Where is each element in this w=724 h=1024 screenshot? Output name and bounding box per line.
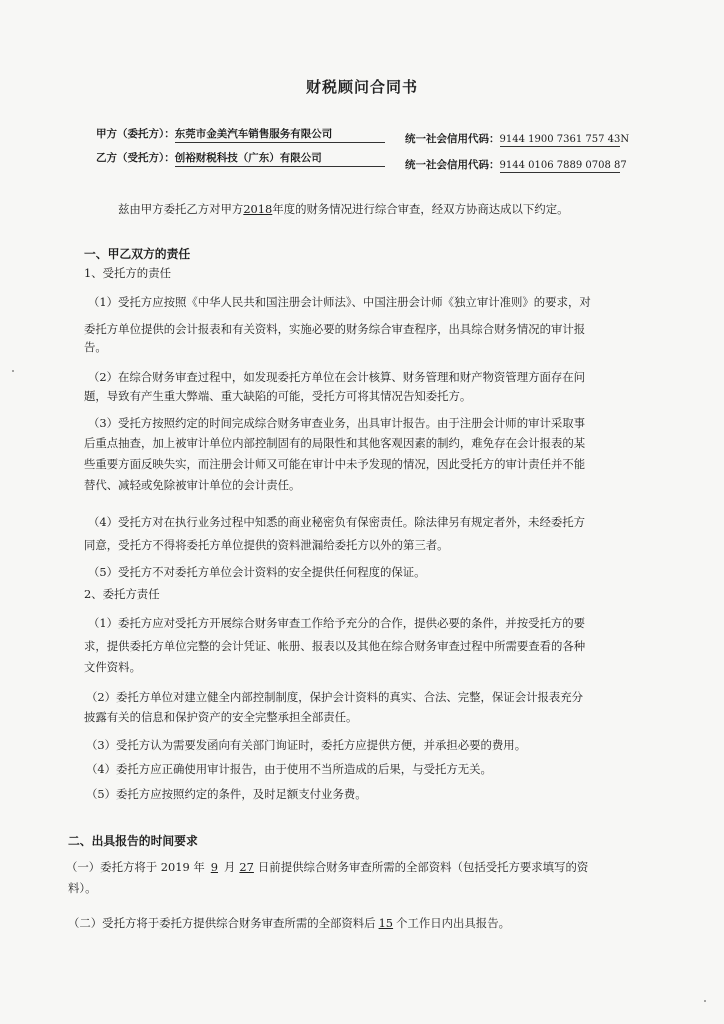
intro-text-post: 年度的财务情况进行综合审查，经双方协商达成以下约定。 xyxy=(272,202,569,216)
s1-p3-line1: （3）受托方按照约定的时间完成综合财务审查业务，出具审计报告。由于注册会计师的审计采取事 xyxy=(88,416,586,430)
section-1-heading: 一、甲乙双方的责任 xyxy=(84,247,191,261)
party-b-label: 乙方（受托方）： xyxy=(96,152,175,164)
s1-p4-line2: 同意，受托方不得将委托方单位提供的资料泄漏给委托方以外的第三者。 xyxy=(84,538,449,552)
s3-p2-pre: （二）受托方将于委托方提供综合财务审查所需的全部资料后 xyxy=(68,916,376,930)
section-2-heading: 二、出具报告的时间要求 xyxy=(68,834,198,848)
s2-p2-line1: （2）委托方单位对建立健全内部控制制度，保护会计资料的真实、合法、完整，保证会计报表充分 xyxy=(86,690,584,704)
s2-p3: （3）受托方认为需要发函向有关部门询证时，委托方应提供方便，并承担必要的费用。 xyxy=(86,738,527,752)
section-1-sub1: 1、受托方的责任 xyxy=(84,266,171,280)
section-1-sub2: 2、委托方责任 xyxy=(84,587,160,601)
s2-p1-line2: 求，提供委托方单位完整的会计凭证、帐册、报表以及其他在综合财务审查过程中所需要查看的各种 xyxy=(84,639,586,653)
party-a-code-row xyxy=(405,131,630,147)
s3-p1-month: 9 xyxy=(210,860,218,874)
s1-p1-line2: 委托方单位提供的会计报表和有关资料，实施必要的财务综合审查程序，出具综合财务情况的审计报 xyxy=(84,322,586,336)
s2-p1-line3: 文件资料。 xyxy=(84,660,141,674)
party-a-row xyxy=(96,126,385,143)
s1-p3-line2: 后重点抽查，加上被审计单位内部控制固有的局限性和其他客观因素的制约，难免存在会计报表的某 xyxy=(84,436,586,450)
intro-year: 2018 xyxy=(243,202,273,216)
party-a-name: 东莞市金美汽车销售服务有限公司 xyxy=(175,126,385,143)
s1-p4-line1: （4）受托方对在执行业务过程中知悉的商业秘密负有保密责任。除法律另有规定者外，未经委托方 xyxy=(88,515,586,529)
s3-p2-post: 个工作日内出具报告。 xyxy=(396,916,510,930)
s3-p1-day: 27 xyxy=(239,860,254,874)
party-b-code-row xyxy=(405,157,627,173)
s3-p2 xyxy=(68,914,510,934)
party-b-row xyxy=(96,150,385,167)
party-b-code-label: 统一社会信用代码： xyxy=(405,159,500,171)
s1-p2-line2: 题，导致有产生重大弊端、重大缺陷的可能，受托方可将其情况告知委托方。 xyxy=(84,389,472,403)
s1-p2-line1: （2）在综合财务审查过程中，如发现委托方单位在会计核算、财务管理和财产物资管理方面存在问 xyxy=(88,370,586,384)
s1-p3-line3: 些重要方面反映失实，而注册会计师又可能在审计中未予发现的情况，因此受托方的审计责任并不能 xyxy=(84,457,586,471)
party-b-name: 创裕财税科技（广东）有限公司 xyxy=(175,150,385,167)
scan-speck xyxy=(12,370,14,372)
s3-p1-pre: （一）委托方将于 2019 年 xyxy=(66,860,205,874)
party-a-code-label: 统一社会信用代码： xyxy=(405,133,500,145)
party-a-label: 甲方（委托方）： xyxy=(96,128,175,140)
s2-p1-line1: （1）委托方应对受托方开展综合财务审查工作给予充分的合作，提供必要的条件，并按受托方的要 xyxy=(88,616,586,630)
s3-p1-mid: 日前提供综合财务审查所需的全部资料（包括受托方要求填写的资 xyxy=(257,860,589,874)
s1-p3-line4: 替代、减轻或免除被审计单位的会计责任。 xyxy=(84,478,301,492)
s3-p2-days: 15 xyxy=(378,916,394,930)
s1-p1-line3: 告。 xyxy=(84,340,107,354)
s3-p1-month-unit: 月 xyxy=(224,860,236,874)
s2-p5: （5）委托方应按照约定的条件，及时足额支付业务费。 xyxy=(86,787,367,801)
document-title: 财税顾问合同书 xyxy=(305,78,418,96)
intro-text-pre: 兹由甲方委托乙方对甲方 xyxy=(118,202,244,216)
s3-p1-line2: 料）。 xyxy=(68,881,97,895)
s1-p5: （5）受托方不对委托方单位会计资料的安全提供任何程度的保证。 xyxy=(88,565,426,579)
scan-speck xyxy=(704,1000,706,1002)
intro-paragraph xyxy=(118,200,568,220)
party-a-code: 9144 1900 7361 757 43N xyxy=(499,134,630,145)
party-b-code: 9144 0106 7889 0708 87 xyxy=(499,160,627,171)
s2-p2-line2: 披露有关的信息和保护资产的安全完整承担全部责任。 xyxy=(84,710,358,724)
s2-p4: （4）委托方应正确使用审计报告，由于使用不当所造成的后果，与受托方无关。 xyxy=(86,762,492,776)
s3-p1-line1 xyxy=(66,858,588,878)
s1-p1-line1: （1）受托方应按照《中华人民共和国注册会计师法》、中国注册会计师《独立审计准则》的要求，对 xyxy=(88,295,591,309)
